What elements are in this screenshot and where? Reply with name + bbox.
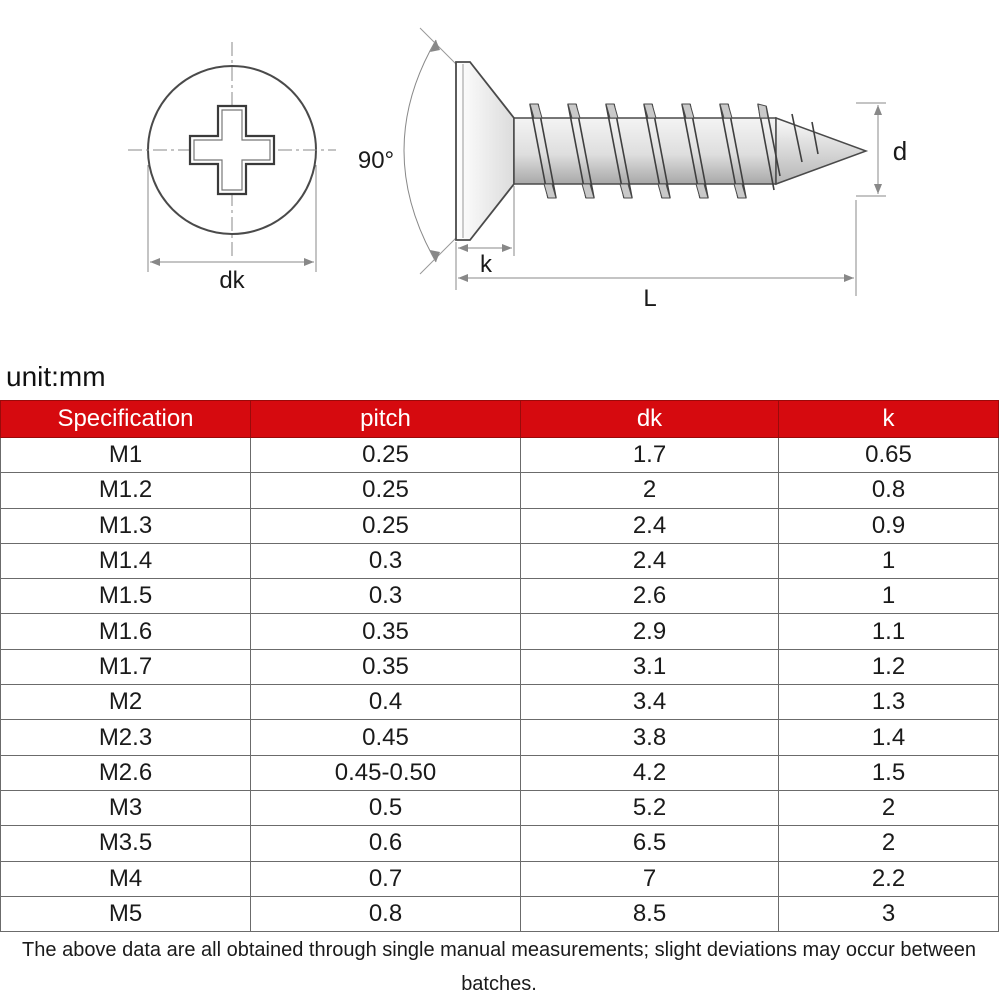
specification-table: [0, 400, 999, 932]
table-cell: 0.35: [251, 614, 521, 649]
table-cell: 0.25: [251, 508, 521, 543]
table-cell: 1: [779, 543, 999, 578]
table-cell: M1.6: [1, 614, 251, 649]
table-row: [1, 614, 999, 649]
table-cell: 1.7: [521, 438, 779, 473]
table-cell: 6.5: [521, 826, 779, 861]
table-header-row: [1, 401, 999, 438]
table-row: [1, 755, 999, 790]
table-cell: M1.3: [1, 508, 251, 543]
table-cell: 0.8: [779, 473, 999, 508]
table-cell: 2: [779, 790, 999, 825]
table-row: [1, 473, 999, 508]
L-label: L: [643, 285, 657, 312]
table-cell: M1.2: [1, 473, 251, 508]
table-cell: M3.5: [1, 826, 251, 861]
table-cell: 3: [779, 896, 999, 931]
table-cell: 0.25: [251, 438, 521, 473]
table-cell: 1.2: [779, 649, 999, 684]
measurement-note: The above data are all obtained through single manual measurements; slight deviations may occur between batches.: [22, 939, 976, 995]
table-cell: 0.25: [251, 473, 521, 508]
table-cell: 3.1: [521, 649, 779, 684]
table-cell: M2.3: [1, 720, 251, 755]
table-cell: 0.6: [251, 826, 521, 861]
table-cell: 0.8: [251, 896, 521, 931]
table-row: [1, 790, 999, 825]
table-row: [1, 579, 999, 614]
table-cell: 2.4: [521, 508, 779, 543]
angle-label: 90°: [357, 147, 395, 174]
table-cell: 0.45: [251, 720, 521, 755]
table-cell: 1.3: [779, 685, 999, 720]
table-cell: 2.4: [521, 543, 779, 578]
table-body: [1, 438, 999, 932]
table-cell: 3.4: [521, 685, 779, 720]
table-cell: 0.7: [251, 861, 521, 896]
table-cell: M5: [1, 896, 251, 931]
table-cell: 0.45-0.50: [251, 755, 521, 790]
table-cell: 1.5: [779, 755, 999, 790]
table-cell: 2: [521, 473, 779, 508]
header-specification: Specification: [1, 401, 251, 438]
table-cell: 0.3: [251, 543, 521, 578]
table-cell: 3.8: [521, 720, 779, 755]
table-cell: 2.6: [521, 579, 779, 614]
table-cell: 2.9: [521, 614, 779, 649]
screw-dimension-drawing: [0, 0, 1000, 345]
table-cell: M1.5: [1, 579, 251, 614]
table-cell: 7: [521, 861, 779, 896]
table-row: [1, 826, 999, 861]
screw-side-view: [456, 62, 866, 240]
table-row: [1, 438, 999, 473]
angle-dimension: [358, 28, 460, 274]
table-cell: M1: [1, 438, 251, 473]
head-top-view: [128, 42, 336, 258]
unit-label: unit:mm: [6, 361, 106, 392]
table-cell: 0.9: [779, 508, 999, 543]
d-label: d: [892, 136, 908, 166]
table-cell: 2.2: [779, 861, 999, 896]
table-row: [1, 685, 999, 720]
k-label: k: [480, 251, 492, 278]
table-cell: 8.5: [521, 896, 779, 931]
table-cell: M2: [1, 685, 251, 720]
table-row: [1, 649, 999, 684]
table-row: [1, 720, 999, 755]
table-cell: 0.3: [251, 579, 521, 614]
table-cell: 0.4: [251, 685, 521, 720]
table-row: [1, 896, 999, 931]
header-dk: dk: [521, 401, 779, 438]
table-cell: M1.7: [1, 649, 251, 684]
dk-label: dk: [219, 267, 245, 294]
table-cell: 1.4: [779, 720, 999, 755]
table-cell: M1.4: [1, 543, 251, 578]
table-cell: M4: [1, 861, 251, 896]
table-cell: 0.5: [251, 790, 521, 825]
table-row: [1, 508, 999, 543]
table-cell: 0.65: [779, 438, 999, 473]
table-cell: 1: [779, 579, 999, 614]
table-cell: 2: [779, 826, 999, 861]
table-cell: 0.35: [251, 649, 521, 684]
table-cell: M2.6: [1, 755, 251, 790]
table-cell: 4.2: [521, 755, 779, 790]
table-cell: 1.1: [779, 614, 999, 649]
header-pitch: pitch: [251, 401, 521, 438]
header-k: k: [779, 401, 999, 438]
table-row: [1, 861, 999, 896]
k-L-dimension: [456, 186, 856, 312]
table-cell: 5.2: [521, 790, 779, 825]
table-cell: M3: [1, 790, 251, 825]
table-row: [1, 543, 999, 578]
